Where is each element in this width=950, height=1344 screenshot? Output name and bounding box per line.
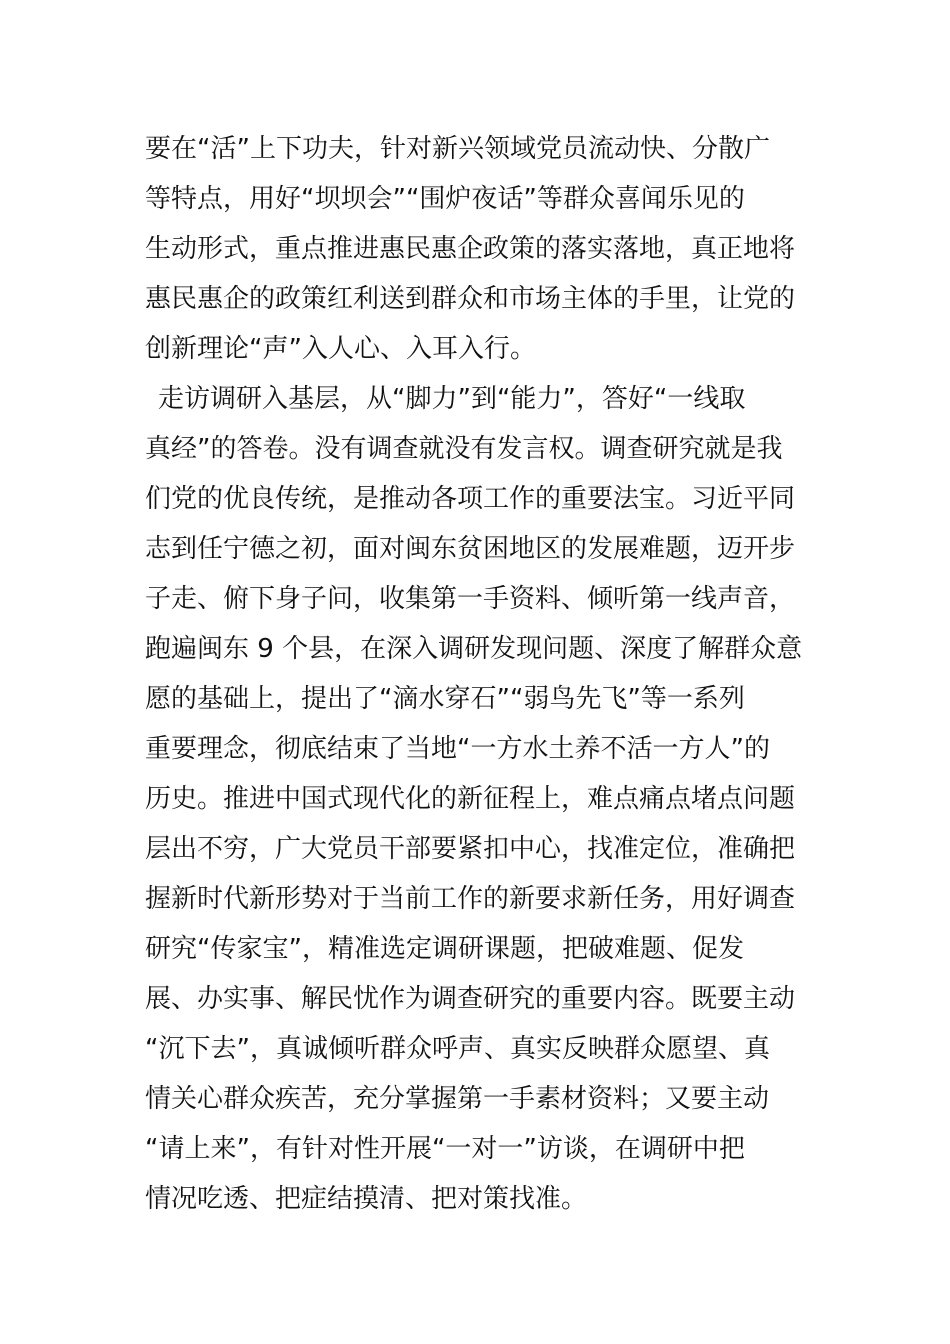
text-line: 子走、俯下身子问，收集第一手资料、倾听第一线声音，: [145, 584, 796, 614]
text-line: 惠民惠企的政策红利送到群众和市场主体的手里，让党的: [145, 284, 796, 314]
text-line: “沉下去”，真诚倾听群众呼声、真实反映群众愿望、真: [145, 1034, 770, 1064]
paragraph-first-line: 走访调研入基层，从“脚力”到“能力”，答好“一线取: [158, 384, 746, 414]
text-line: 等特点，用好“坝坝会”“围炉夜话”等群众喜闻乐见的: [145, 184, 745, 214]
text-line: 情况吃透、把症结摸清、把对策找准。: [145, 1184, 588, 1214]
text-line: 层出不穷，广大党员干部要紧扣中心，找准定位，准确把: [145, 834, 796, 864]
text-line: 们党的优良传统，是推动各项工作的重要法宝。习近平同: [145, 484, 796, 514]
text-line: 真经”的答卷。没有调查就没有发言权。调查研究就是我: [145, 434, 783, 464]
text-line: 展、办实事、解民忧作为调查研究的重要内容。既要主动: [145, 984, 796, 1014]
text-line: 创新理论“声”入人心、入耳入行。: [145, 334, 536, 364]
text-line: 要在“活”上下功夫，针对新兴领域党员流动快、分散广: [145, 134, 770, 164]
text-line: 愿的基础上，提出了“滴水穿石”“弱鸟先飞”等一系列: [145, 684, 745, 714]
text-line: 重要理念，彻底结束了当地“一方水土养不活一方人”的: [145, 734, 770, 764]
text-line: “请上来”，有针对性开展“一对一”访谈，在调研中把: [145, 1134, 745, 1164]
text-line: 研究“传家宝”，精准选定调研课题，把破难题、促发: [145, 934, 744, 964]
text-line: 情关心群众疾苦，充分掌握第一手素材资料；又要主动: [145, 1084, 770, 1114]
text-line: 历史。推进中国式现代化的新征程上，难点痛点堵点问题: [145, 784, 796, 814]
text-line: 生动形式，重点推进惠民惠企政策的落实落地，真正地将: [145, 234, 796, 264]
text-line: 志到任宁德之初，面对闽东贫困地区的发展难题，迈开步: [145, 534, 796, 564]
text-line: 跑遍闽东 9 个县，在深入调研发现问题、深度了解群众意: [145, 634, 803, 664]
text-line: 握新时代新形势对于当前工作的新要求新任务，用好调查: [145, 884, 796, 914]
